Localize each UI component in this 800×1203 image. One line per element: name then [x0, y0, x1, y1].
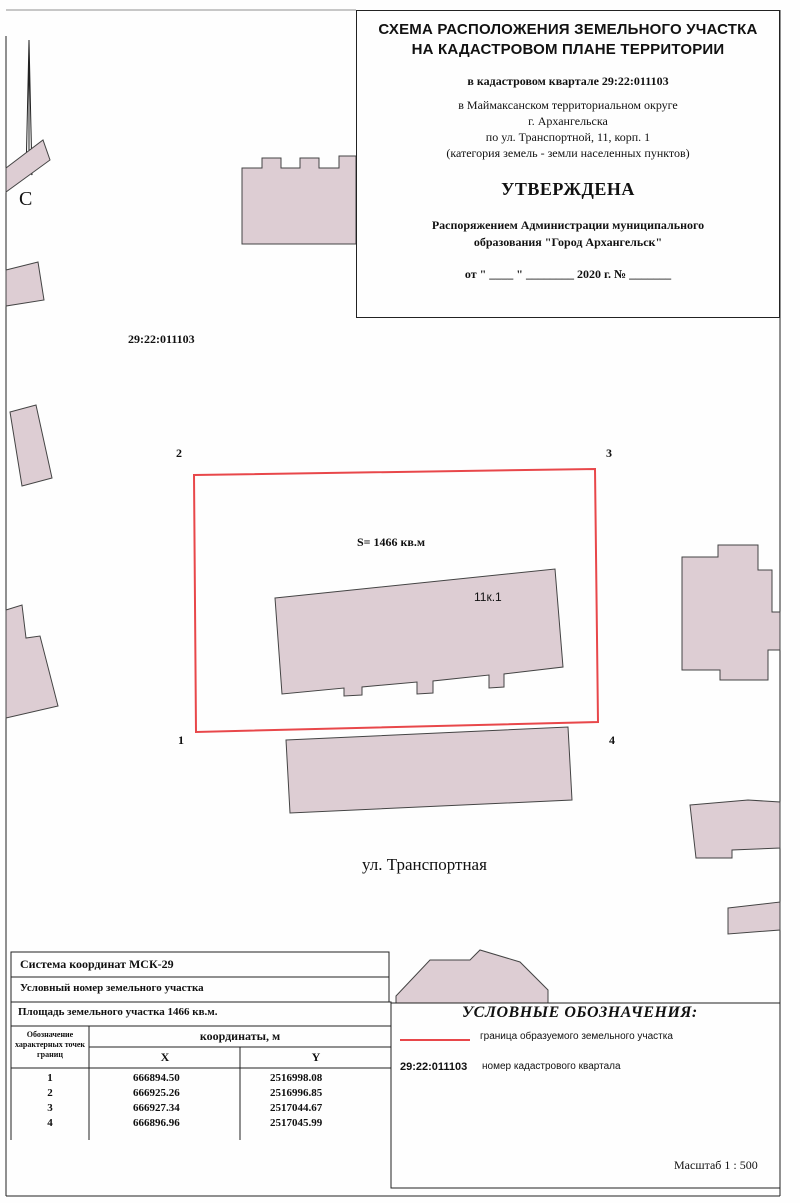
coord-row-x: 666894.50	[133, 1072, 180, 1084]
category-line: (категория земель - земли населенных пунктов)	[446, 146, 690, 160]
north-label: С	[19, 188, 33, 210]
coord-system-label: Система координат МСК-29	[20, 957, 174, 971]
coords-group-header: координаты, м	[199, 1029, 281, 1043]
address-line: по ул. Транспортной, 11, корп. 1	[485, 130, 651, 144]
approved-heading: УТВЕРЖДЕНА	[501, 179, 635, 199]
coord-row-y: 2517045.99	[270, 1117, 323, 1129]
neighbor-building	[728, 902, 780, 934]
legend-title: УСЛОВНЫЕ ОБОЗНАЧЕНИЯ:	[462, 1004, 698, 1021]
city-line: г. Архангельска	[528, 114, 608, 128]
legend-quarter-code: 29:22:011103	[400, 1061, 468, 1073]
neighbor-building	[10, 405, 52, 486]
building-label: 11к.1	[474, 590, 502, 604]
point-label-4: 4	[609, 733, 615, 747]
title-line-1: СХЕМА РАСПОЛОЖЕНИЯ ЗЕМЕЛЬНОГО УЧАСТКА	[378, 21, 758, 38]
coord-row-n: 4	[47, 1117, 53, 1129]
quarter-label: 29:22:011103	[128, 332, 195, 346]
title-block	[356, 10, 780, 318]
neighbor-building	[286, 727, 572, 813]
coord-row-x: 666927.34	[133, 1102, 180, 1114]
date-line: от " ____ " ________ 2020 г. № _______	[464, 267, 672, 281]
coord-row-x: 666925.26	[133, 1087, 180, 1099]
neighbor-building	[6, 262, 44, 306]
coord-row-n: 1	[47, 1072, 53, 1084]
points-column-header: Обозначение характерных точек границ	[14, 1030, 86, 1059]
street-label: ул. Транспортная	[362, 855, 487, 874]
title-line-2: НА КАДАСТРОВОМ ПЛАНЕ ТЕРРИТОРИИ	[411, 41, 725, 58]
y-column-header: Y	[311, 1050, 321, 1064]
neighbor-building	[242, 156, 356, 244]
neighbor-building	[682, 545, 780, 680]
coord-row-y: 2516996.85	[270, 1087, 323, 1099]
main-building-11k1	[275, 569, 563, 696]
point-label-1: 1	[178, 733, 184, 747]
cadastral-quarter-line: в кадастровом квартале 29:22:011103	[467, 74, 669, 88]
coord-row-y: 2517044.67	[270, 1102, 323, 1114]
neighbor-building	[690, 800, 780, 858]
coord-row-n: 3	[47, 1102, 53, 1114]
area-label: S= 1466 кв.м	[357, 535, 426, 549]
legend-quarter-text: номер кадастрового квартала	[482, 1061, 621, 1072]
point-label-3: 3	[606, 446, 612, 460]
neighbor-building	[396, 950, 548, 1003]
district-line: в Маймаксанском территориальном округе	[458, 98, 678, 112]
point-label-2: 2	[176, 446, 182, 460]
coord-row-x: 666896.96	[133, 1117, 180, 1129]
conditional-number-label: Условный номер земельного участка	[20, 982, 204, 994]
coord-row-n: 2	[47, 1087, 53, 1099]
legend-boundary-text: граница образуемого земельного участка	[480, 1031, 673, 1042]
neighbor-building	[6, 605, 58, 718]
order-line-2: образования "Город Архангельск"	[473, 235, 663, 249]
coord-row-y: 2516998.08	[270, 1072, 323, 1084]
order-line-1: Распоряжением Администрации муниципального	[431, 218, 705, 232]
area-info-label: Площадь земельного участка 1466 кв.м.	[18, 1006, 218, 1018]
x-column-header: X	[160, 1050, 170, 1064]
scale-label: Масштаб 1 : 500	[674, 1158, 758, 1172]
